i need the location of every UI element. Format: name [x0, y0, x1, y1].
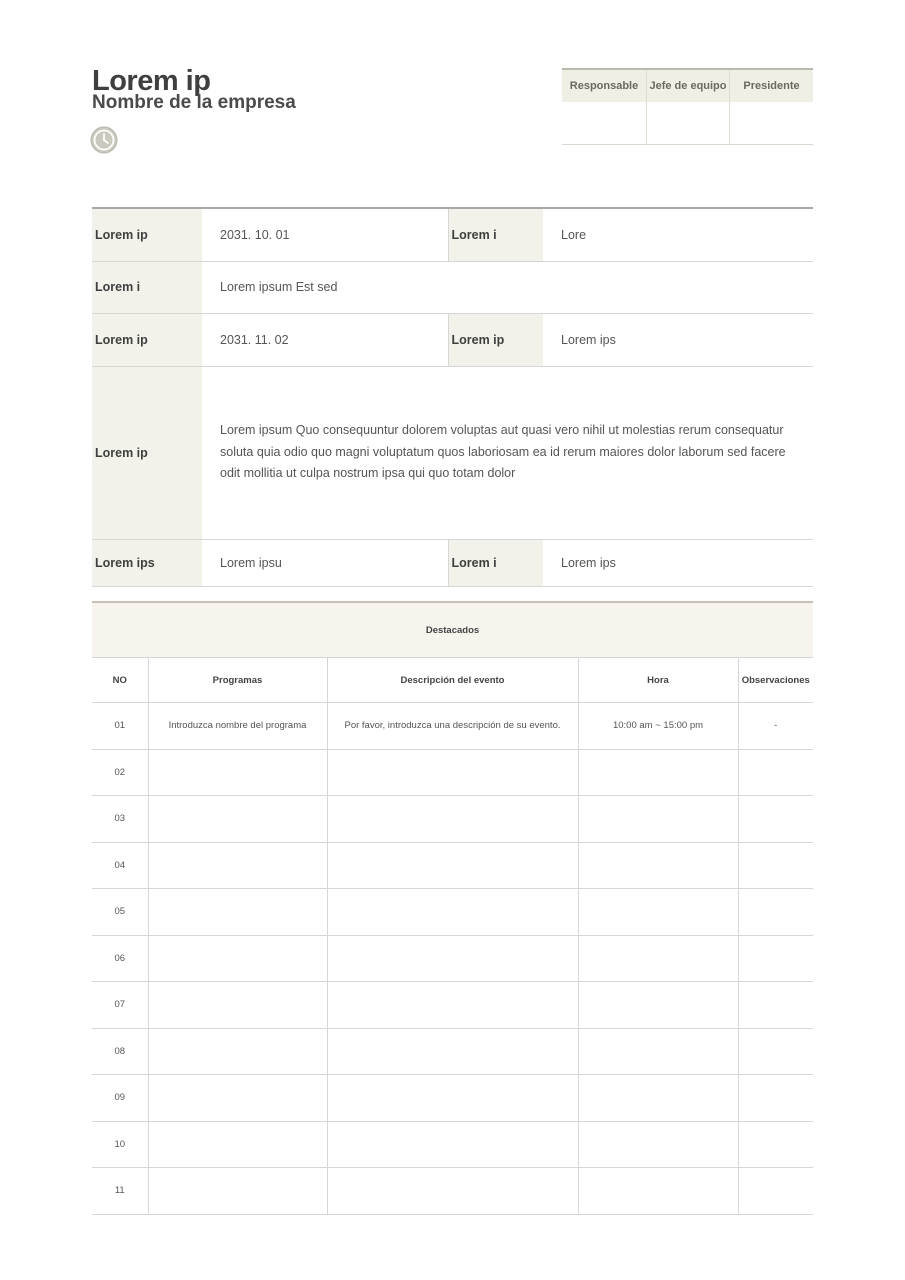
info-description[interactable]: Lorem ipsum Quo consequuntur dolorem voluptas aut quasi vero nihil ut molestias rerum consequatur soluta quia odio quo magni voluptatum quos laboriosam ea id rerum maiores dolor laborum sed facere odit mollitia ut culpa nostrum ipsa qui quo totam dolor: [220, 423, 786, 481]
program-cell[interactable]: [148, 1028, 327, 1075]
program-cell[interactable]: [148, 935, 327, 982]
info-label: Lorem ip: [92, 366, 202, 539]
document-title: Lorem ip: [92, 65, 211, 97]
notes-cell[interactable]: [738, 935, 813, 982]
notes-cell[interactable]: -: [738, 703, 813, 750]
approval-signature-jefe[interactable]: [647, 102, 730, 145]
time-cell[interactable]: [578, 935, 738, 982]
highlights-table: [92, 601, 813, 1215]
clock-icon: [90, 126, 118, 154]
program-cell[interactable]: [148, 889, 327, 936]
description-cell[interactable]: [327, 1121, 578, 1168]
info-label: Lorem i: [92, 261, 202, 313]
table-row: [92, 1028, 813, 1075]
table-row: [92, 889, 813, 936]
table-row: [92, 749, 813, 796]
info-row: [92, 208, 813, 261]
document-header: [92, 66, 296, 114]
description-cell[interactable]: [327, 982, 578, 1029]
table-row: [92, 703, 813, 750]
description-cell[interactable]: [327, 749, 578, 796]
program-cell[interactable]: Introduzca nombre del programa: [148, 703, 327, 750]
program-cell[interactable]: [148, 796, 327, 843]
notes-cell[interactable]: [738, 1168, 813, 1215]
column-header-observaciones: Observaciones: [738, 658, 813, 703]
info-row: [92, 366, 813, 539]
program-cell[interactable]: [148, 1075, 327, 1122]
info-row: [92, 539, 813, 586]
row-number: 01: [92, 703, 148, 750]
highlights-title: Destacados: [92, 602, 813, 658]
column-header-programas: Programas: [148, 658, 327, 703]
row-number: 06: [92, 935, 148, 982]
program-cell[interactable]: [148, 1121, 327, 1168]
table-row: [92, 935, 813, 982]
notes-cell[interactable]: [738, 1075, 813, 1122]
approval-table: [562, 68, 813, 145]
info-label: Lorem ip: [448, 313, 543, 366]
column-header-hora: Hora: [578, 658, 738, 703]
description-cell[interactable]: [327, 889, 578, 936]
approval-signature-presidente[interactable]: [730, 102, 814, 145]
info-label: Lorem ip: [92, 208, 202, 261]
info-value[interactable]: Lorem ips: [561, 555, 616, 570]
info-value-date[interactable]: 2031. 11. 02: [220, 332, 289, 347]
time-cell[interactable]: [578, 1028, 738, 1075]
program-cell[interactable]: [148, 1168, 327, 1215]
info-value[interactable]: Lorem ips: [561, 332, 616, 347]
time-cell[interactable]: 10:00 am ~ 15:00 pm: [578, 703, 738, 750]
company-name: Nombre de la empresa: [92, 92, 296, 113]
notes-cell[interactable]: [738, 1121, 813, 1168]
program-cell[interactable]: [148, 842, 327, 889]
info-label: Lorem i: [448, 208, 543, 261]
row-number: 05: [92, 889, 148, 936]
info-label: Lorem ips: [92, 539, 202, 586]
time-cell[interactable]: [578, 1168, 738, 1215]
notes-cell[interactable]: [738, 749, 813, 796]
approval-header-responsable: Responsable: [562, 69, 647, 102]
row-number: 04: [92, 842, 148, 889]
info-value-date[interactable]: 2031. 10. 01: [220, 227, 290, 242]
row-number: 07: [92, 982, 148, 1029]
notes-cell[interactable]: [738, 982, 813, 1029]
info-label: Lorem i: [448, 539, 543, 586]
info-table: [92, 207, 813, 587]
row-number: 03: [92, 796, 148, 843]
table-row: [92, 842, 813, 889]
info-value[interactable]: Lorem ipsum Est sed: [220, 280, 338, 294]
table-row: [92, 1168, 813, 1215]
program-cell[interactable]: [148, 982, 327, 1029]
description-cell[interactable]: [327, 796, 578, 843]
row-number: 02: [92, 749, 148, 796]
description-cell[interactable]: [327, 1075, 578, 1122]
description-cell[interactable]: Por favor, introduzca una descripción de su evento.: [327, 703, 578, 750]
time-cell[interactable]: [578, 889, 738, 936]
notes-cell[interactable]: [738, 1028, 813, 1075]
description-cell[interactable]: [327, 842, 578, 889]
time-cell[interactable]: [578, 842, 738, 889]
approval-header-presidente: Presidente: [730, 69, 814, 102]
time-cell[interactable]: [578, 796, 738, 843]
description-cell[interactable]: [327, 935, 578, 982]
info-row: [92, 261, 813, 313]
description-cell[interactable]: [327, 1028, 578, 1075]
approval-signature-responsable[interactable]: [562, 102, 647, 145]
row-number: 09: [92, 1075, 148, 1122]
column-header-descripcion: Descripción del evento: [327, 658, 578, 703]
time-cell[interactable]: [578, 749, 738, 796]
table-row: [92, 1075, 813, 1122]
notes-cell[interactable]: [738, 842, 813, 889]
table-row: [92, 796, 813, 843]
info-value[interactable]: Lorem ipsu: [220, 555, 282, 570]
info-row: [92, 313, 813, 366]
program-cell[interactable]: [148, 749, 327, 796]
row-number: 11: [92, 1168, 148, 1215]
notes-cell[interactable]: [738, 889, 813, 936]
column-header-no: NO: [92, 658, 148, 703]
time-cell[interactable]: [578, 982, 738, 1029]
row-number: 08: [92, 1028, 148, 1075]
time-cell[interactable]: [578, 1121, 738, 1168]
table-row: [92, 982, 813, 1029]
notes-cell[interactable]: [738, 796, 813, 843]
table-row: [92, 1121, 813, 1168]
info-label: Lorem ip: [92, 313, 202, 366]
approval-header-jefe: Jefe de equipo: [647, 69, 730, 102]
row-number: 10: [92, 1121, 148, 1168]
info-value[interactable]: Lore: [561, 227, 587, 242]
description-cell[interactable]: [327, 1168, 578, 1215]
time-cell[interactable]: [578, 1075, 738, 1122]
